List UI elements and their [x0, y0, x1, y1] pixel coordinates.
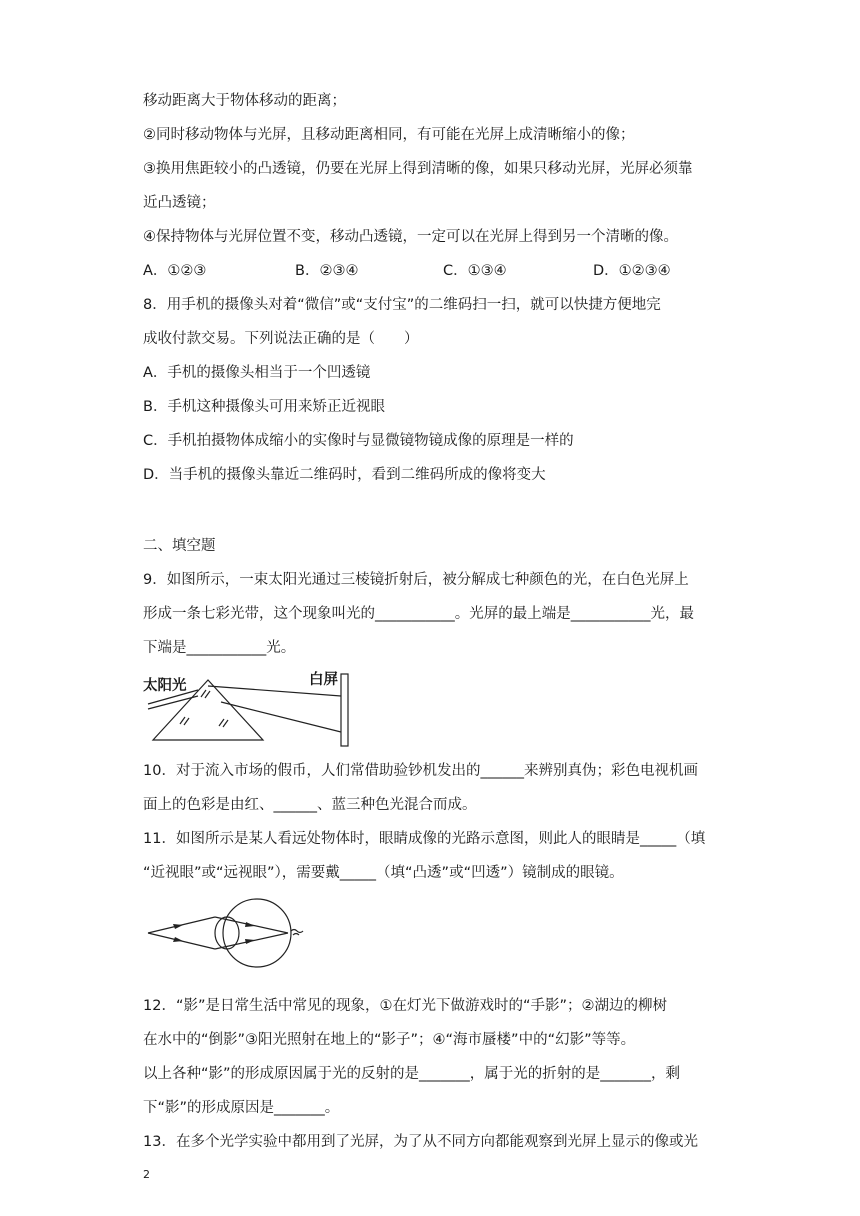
- q11-stem: “近视眼”或“远视眼”），需要戴_____（填“凸透”或“凹透”）镜制成的眼镜。: [143, 865, 624, 881]
- section-title: 二、填空题: [143, 538, 216, 554]
- q8-option-b: B．手机这种摄像头可用来矫正近视眼: [143, 399, 385, 415]
- page-number: 2: [143, 1168, 150, 1181]
- q7-option-a: A．①②③: [143, 263, 207, 279]
- q9-stem: 9．如图所示，一束太阳光通过三棱镜折射后，被分解成七种颜色的光，在白色光屏上: [143, 572, 689, 588]
- q8-stem: 8．用手机的摄像头对着“微信”或“支付宝”的二维码扫一扫，就可以快捷方便地完: [143, 297, 661, 313]
- sunlight-label: 太阳光: [143, 678, 187, 694]
- screen-label: 白屏: [309, 672, 338, 688]
- text-line: ④保持物体与光屏位置不变，移动凸透镜，一定可以在光屏上得到另一个清晰的像。: [143, 229, 678, 245]
- q7-option-c: C．①③④: [443, 263, 507, 279]
- q7-option-b: B．②③④: [295, 263, 359, 279]
- q8-option-d: D．当手机的摄像头靠近二维码时，看到二维码所成的像将变大: [143, 467, 546, 483]
- q8-option-c: C．手机拍摄物体成缩小的实像时与显微镜物镜成像的原理是一样的: [143, 433, 574, 449]
- q8-option-a: A．手机的摄像头相当于一个凹透镜: [143, 365, 371, 381]
- q12-stem: 以上各种“影”的形成原因属于光的反射的是_______，属于光的折射的是_______，剩: [143, 1066, 681, 1082]
- text-line: ③换用焦距较小的凸透镜，仍要在光屏上得到清晰的像，如果只移动光屏，光屏必须靠: [143, 161, 693, 177]
- q8-stem: 成收付款交易。下列说法正确的是（ ）: [143, 331, 419, 347]
- q9-stem: 下端是___________光。: [143, 640, 296, 656]
- q10-stem: 面上的色彩是由红、______、蓝三种色光混合而成。: [143, 797, 477, 813]
- prism-diagram: [143, 668, 363, 752]
- eye-figure: [143, 897, 313, 969]
- q13-stem: 13．在多个光学实验中都用到了光屏，为了从不同方向都能观察到光屏上显示的像或光: [143, 1134, 698, 1150]
- q12-stem: 在水中的“倒影”③阳光照射在地上的“影子”；④“海市蜃楼”中的“幻影”等等。: [143, 1032, 636, 1048]
- q9-stem: 形成一条七彩光带，这个现象叫光的___________。光屏的最上端是___________光，最: [143, 606, 694, 622]
- q10-stem: 10．对于流入市场的假币，人们常借助验钞机发出的______来辨别真伪；彩色电视机画: [143, 763, 698, 779]
- text-line: 移动距离大于物体移动的距离；: [143, 93, 346, 109]
- q12-stem: 12．“影”是日常生活中常见的现象，①在灯光下做游戏时的“手影”；②湖边的柳树: [143, 998, 667, 1014]
- q12-stem: 下“影”的形成原因是_______。: [143, 1100, 340, 1116]
- prism-figure: [143, 668, 363, 752]
- eye-diagram: [143, 897, 313, 969]
- text-line: ②同时移动物体与光屏，且移动距离相同，有可能在光屏上成清晰缩小的像；: [143, 127, 635, 143]
- text-line: 近凸透镜；: [143, 195, 216, 211]
- q11-stem: 11．如图所示是某人看远处物体时，眼睛成像的光路示意图，则此人的眼睛是_____（填: [143, 831, 706, 847]
- q7-option-d: D．①②③④: [593, 263, 671, 279]
